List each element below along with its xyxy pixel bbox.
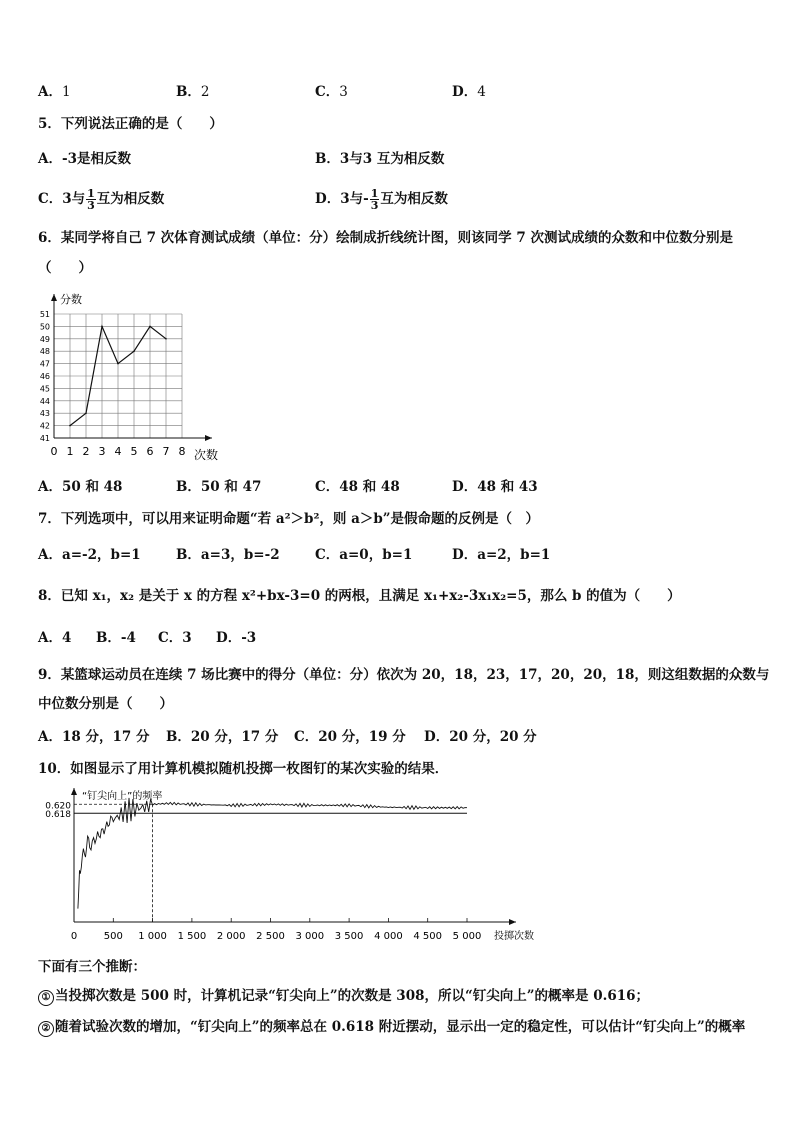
x-tick-label: 3 500 [334,931,364,942]
q5-option-d[interactable]: D．3与- $\frac{1}{3}$ 互为相反数 [315,187,448,212]
x-tick-label: 500 [103,931,123,942]
q6-line-chart [34,288,264,468]
y-tick-label: 43 [39,409,50,419]
q4-option-b[interactable]: B．2 [176,84,210,100]
data-point [101,326,103,328]
x-tick-label: 5 000 [452,931,482,942]
q10-item-2: ② 随着试验次数的增加，“钉尖向上”的频率总在 0.618 附近摆动，显示出一定的稳定性，可以估计“钉尖向上”的概率 [38,1017,756,1037]
x-tick-label: 0 [70,931,78,942]
q6-option-b[interactable]: B．50 和 47 [176,479,262,495]
x-tick-label: 3 000 [295,931,325,942]
frequency-series-line [78,798,467,909]
q4-option-a[interactable]: A．1 [38,84,71,100]
q10-stem: 10．如图显示了用计算机模拟随机投掷一枚图钉的某次实验的结果． [38,761,449,777]
x-tick-label: 1 000 [138,931,167,942]
y-axis-arrow [51,294,57,301]
q7-stem: 7．下列选项中，可以用来证明命题“若 a²＞b²，则 a＞b”是假命题的反例是（ ） [38,511,540,527]
data-point [85,412,87,414]
x-tick-label: 1 500 [177,931,207,942]
q4-option-d[interactable]: D．4 [452,84,486,100]
y-tick-label: 0.618 [45,810,71,821]
y-tick-label: 50 [39,322,50,332]
x-tick-label: 2 [82,445,90,458]
x-tick-label: 5 [130,445,138,458]
q5-option-a[interactable]: A．-3是相反数 [38,151,131,167]
x-tick-label: 2 000 [216,931,246,942]
q7-option-a[interactable]: A．a=-2，b=1 [38,547,141,563]
q4-option-c[interactable]: C．3 [315,84,348,100]
y-tick-label: 44 [39,396,50,406]
data-point [69,425,71,427]
fraction-one-third: $\frac{1}{3}$ [87,187,95,212]
y-axis-arrow [71,788,77,795]
q9-stem-line1: 9．某篮球运动员在连续 7 场比赛中的得分（单位：分）依次为 20，18，23，17，20，20，18，则这组数据的众数与 [38,667,770,683]
q8-stem: 8．已知 x₁，x₂ 是关于 x 的方程 x²+bx-3=0 的两根，且满足 x₁+x₂-3x₁x₂=5，那么 b 的值为（ ） [38,588,681,604]
q10-item-1: ① 当投掷次数是 500 时，计算机记录“钉尖向上”的次数是 308，所以“钉尖向上”的概率是 0.616； [38,986,756,1006]
x-axis-label: 投掷次数 [494,931,534,942]
data-point [117,363,119,365]
q9-option-b[interactable]: B．20 分，17 分 [166,729,279,745]
x-axis-arrow [205,435,212,441]
x-tick-label: 4 500 [413,931,443,942]
y-tick-label: 46 [39,372,50,381]
q6-option-d[interactable]: D．48 和 43 [452,479,538,495]
circled-number-2: ② [38,1021,54,1037]
q8-option-b[interactable]: B．-4 [96,630,136,646]
x-tick-label: 4 [114,445,122,458]
y-axis-label: “钉尖向上”的频率 [82,791,163,802]
q9-stem-line2: 中位数分别是（ ） [38,696,173,712]
y-tick-label: 51 [39,310,50,319]
q5-stem: 5．下列说法正确的是（ ） [38,116,223,132]
q8-option-a[interactable]: A．4 [38,630,72,646]
fraction-one-third: $\frac{1}{3}$ [370,187,379,212]
y-tick-label: 47 [39,359,50,369]
q7-option-d[interactable]: D．a=2，b=1 [452,547,551,563]
x-tick-label: 1 [66,445,74,458]
circled-number-1: ① [38,990,54,1006]
q7-option-b[interactable]: B．a=3，b=-2 [176,547,280,563]
y-tick-label: 42 [39,421,50,431]
q6-option-c[interactable]: C．48 和 48 [315,479,400,495]
data-point [149,326,151,328]
q7-option-c[interactable]: C．a=0，b=1 [315,547,413,563]
q5-option-c[interactable]: C．3与 $\frac{1}{3}$ 互为相反数 [38,187,165,212]
x-tick-label: 4 000 [374,931,403,942]
data-point [133,350,135,352]
q5-options-row2 [38,182,756,216]
q6-option-a[interactable]: A．50 和 48 [38,479,123,495]
x-tick-label: 7 [162,445,170,458]
x-axis-arrow [509,919,516,925]
q5-option-b[interactable]: B．3与3 互为相反数 [315,151,445,167]
x-tick-label: 8 [178,445,186,458]
x-axis-label: 次数 [194,448,219,462]
y-tick-label: 41 [39,434,50,443]
q9-option-c[interactable]: C．20 分，19 分 [294,729,406,745]
x-tick-label: 3 [98,445,106,458]
x-tick-label: 2 500 [256,931,285,942]
q6-stem-line2: （ ） [38,260,92,276]
y-tick-label: 0.620 [45,801,71,812]
q10-intro: 下面有三个推断： [38,959,146,975]
y-tick-label: 45 [39,384,50,394]
q8-option-d[interactable]: D．-3 [216,630,257,646]
x-tick-label: 0 [50,445,58,458]
y-tick-label: 48 [39,347,50,357]
q8-option-c[interactable]: C．3 [158,630,192,646]
data-point [165,338,167,340]
q10-frequency-chart [38,782,558,947]
y-tick-label: 49 [39,334,50,344]
q9-option-d[interactable]: D．20 分，20 分 [424,729,537,745]
y-axis-label: 分数 [60,293,82,306]
x-tick-label: 6 [146,445,154,458]
q9-option-a[interactable]: A．18 分，17 分 [38,729,150,745]
q6-stem-line1: 6．某同学将自己 7 次体育测试成绩（单位：分）绘制成折线统计图，则该同学 7 次测试成绩的众数和中位数分别是 [38,230,733,246]
